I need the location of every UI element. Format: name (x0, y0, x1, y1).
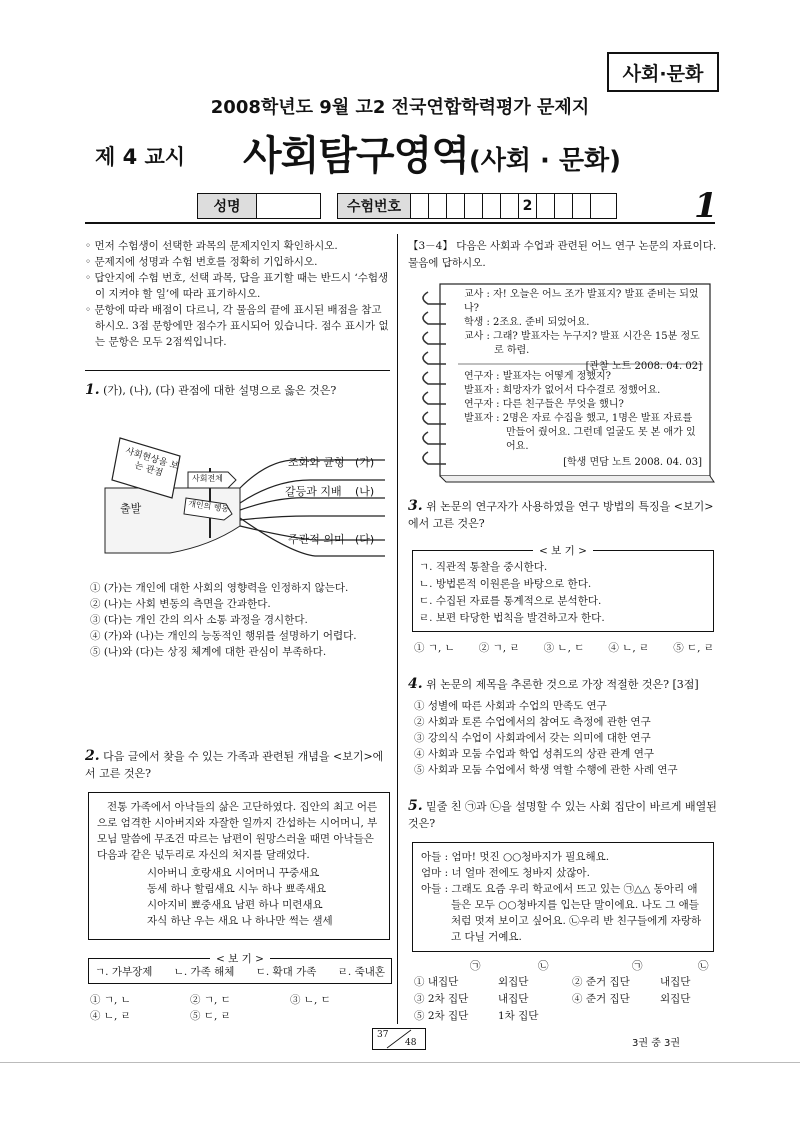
branch-b-tag: (나) (355, 485, 375, 498)
exam-number-label: 수험번호 (338, 194, 411, 218)
diagram-banner: 사회현상을 보는 관점 (123, 446, 180, 479)
question-number: 4. (408, 676, 423, 692)
question-number: 3. (408, 498, 423, 514)
footer-page-box (372, 1028, 426, 1050)
notice-item: ◦ 답안지에 수험 번호, 선택 과목, 답을 표기할 때는 반드시 ‘수험생이 지켜야 할 일’에 따라 표기하시오. (85, 272, 389, 300)
answer-option[interactable]: ② ㄱ, ㄹ (478, 642, 520, 654)
answer-option[interactable]: ③ ㄴ, ㄷ (290, 994, 331, 1006)
q3-bogi-box (412, 545, 714, 632)
answer-option[interactable]: ⑤ ㄷ, ㄹ (673, 642, 714, 654)
exam-number-cell[interactable] (591, 194, 608, 218)
question-1 (85, 382, 395, 399)
area-sub: (사회 · 문화) (468, 146, 622, 176)
branch-a-tag: (가) (355, 456, 375, 469)
bogi-item: ㄷ. 확대 가족 (255, 966, 317, 978)
answer-option[interactable]: ⑤ 사회과 모둠 수업에서 학생 역할 수행에 관한 사례 연구 (414, 764, 678, 776)
diagram-start: 출발 (120, 502, 142, 515)
dialog-line: 연구자 : 다른 친구들은 무엇을 했니? (464, 399, 624, 410)
answer-option[interactable]: ④ ㄴ, ㄹ (608, 642, 650, 654)
dialog-line: 발표자 : 2명은 자료 수집을 했고, 1명은 발표 자료를 만들어 줬어요. 그런데 얼굴도 못 본 애가 있어요. (464, 413, 696, 452)
q3-bogi-items (413, 551, 713, 627)
branch-b: 갈등과 지배 (285, 485, 342, 498)
exam-number-cell[interactable] (411, 194, 429, 218)
area-main: 사회탐구영역 (243, 133, 469, 179)
branch-c-tag: (다) (355, 533, 375, 546)
name-blank[interactable] (257, 194, 320, 218)
sign-individual: 개인의 행동 (187, 499, 230, 514)
answer-option[interactable]: ① ㄱ, ㄴ (90, 994, 131, 1006)
q1-options (90, 580, 395, 660)
question-text: 밑줄 친 ㉠과 ㉡을 설명할 수 있는 사회 집단이 바르게 배열된 것은? (408, 800, 717, 830)
q34-header: 【3－4】 다음은 사회과 수업과 관련된 어느 연구 논문의 자료이다. 물음에 답하시오. (408, 240, 717, 269)
verse-line: 동세 하나 할림새요 시누 하나 뾰족새요 (147, 883, 326, 895)
exam-number-digit: 2 (519, 194, 537, 218)
dialog-line: 교사 : 자! 오늘은 어느 조가 발표지? 발표 준비는 되었나? (464, 289, 699, 314)
note-source: [관찰 노트 2008. 04. 02] (585, 361, 702, 372)
sign-society: 사회전체 (192, 474, 223, 483)
answer-option[interactable]: ① (가)는 개인에 대한 사회의 영향력을 인정하지 않는다. (90, 582, 349, 594)
page-total: 48 (405, 1038, 417, 1048)
q2-options (90, 992, 390, 1024)
observation-note (464, 288, 702, 374)
answer-option[interactable]: ② ㄱ, ㄷ (190, 994, 231, 1006)
q4-options (414, 698, 719, 778)
bogi-item: ㄹ. 보편 타당한 법칙을 발견하고자 한다. (419, 612, 605, 624)
note-source: [학생 면담 노트 2008. 04. 03] (563, 457, 702, 468)
exam-number-cell[interactable] (483, 194, 501, 218)
branch-a: 조화와 균형 (288, 456, 345, 469)
col-a-header: ㉠ (470, 960, 481, 972)
verse-line: 자식 하난 우는 새요 나 하나만 썩는 샐세 (147, 915, 333, 927)
answer-option[interactable]: ③ 강의식 수업이 사회과에서 갖는 의미에 대한 연구 (414, 732, 651, 744)
col-a-header: ㉠ (632, 960, 643, 972)
notice-rule (85, 370, 390, 371)
bottom-rule (0, 1062, 800, 1063)
name-label: 성명 (198, 194, 257, 218)
page-current: 37 (377, 1030, 389, 1040)
q2-passage: 전통 가족에서 아낙들의 삶은 고단하였다. 집안의 최고 어른으로 엄격한 시아버지와 자잘한 일까지 간섭하는 시어머니, 부모님 말씀에 무조건 따르는 남편이 원망스러울 때면 아낙들은 다음과 같은 넋두리로 자신의 처지를 달래었다. (97, 801, 378, 861)
dialog-line: 아들 : 엄마! 멋진 ○○청바지가 필요해요. (421, 851, 610, 863)
answer-option[interactable]: ⑤ ㄷ, ㄹ (190, 1010, 231, 1022)
answer-option-b: 내집단 (660, 976, 691, 988)
question-4 (408, 676, 718, 693)
answer-option[interactable]: ④ (가)와 (나)는 개인의 능동적인 행위를 설명하기 어렵다. (90, 630, 357, 642)
answer-option-b: 외집단 (660, 993, 691, 1005)
notice-item: ◦ 문항에 따라 배점이 다르니, 각 물음의 끝에 표시된 배점을 참고하시오. 3점 문항에만 점수가 표시되어 있습니다. 점수 표시가 없는 문항은 모두 2점씩입니다. (85, 304, 389, 348)
exam-number-cell[interactable] (537, 194, 555, 218)
answer-option-b: 1차 집단 (498, 1010, 539, 1022)
q2-passage-box (88, 792, 390, 940)
answer-option[interactable]: ① 성별에 따른 사회과 수업의 만족도 연구 (414, 700, 607, 712)
answer-option-b: 외집단 (498, 976, 529, 988)
branch-c: 주관적 의미 (288, 533, 345, 546)
question-2 (85, 748, 393, 782)
answer-option[interactable]: ② (나)는 사회 변동의 측면을 간과한다. (90, 598, 271, 610)
verse-line: 시아지비 뾰중새요 남편 하나 미련새요 (147, 899, 323, 911)
bogi-title: < 보 기 > (210, 953, 270, 965)
q5-dialog-box (412, 842, 714, 952)
bogi-item: ㄴ. 가족 해체 (173, 966, 235, 978)
q2-verse (97, 865, 381, 929)
bogi-item: ㄷ. 수집된 자료를 통계적으로 분석한다. (419, 595, 602, 607)
period-label: 제 4 교시 (95, 145, 186, 169)
question-number: 2. (85, 748, 100, 764)
volume-label: 3권 중 3권 (632, 1038, 681, 1049)
col-b-header: ㉡ (698, 960, 709, 972)
q3-options (414, 640, 714, 656)
question-text: 다음 글에서 찾을 수 있는 가족과 관련된 개념을 <보기>에서 고른 것은? (85, 750, 384, 780)
bogi-item: ㄴ. 방법론적 이원론을 바탕으로 한다. (419, 578, 592, 590)
exam-title: 2008학년도 9월 고2 전국연합학력평가 문제지 (210, 97, 590, 118)
name-field[interactable] (197, 193, 321, 219)
subject-box: 사회·문화 (607, 52, 719, 92)
answer-option[interactable]: ④ 준거 집단 (572, 993, 630, 1005)
answer-option[interactable]: ④ ㄴ, ㄹ (90, 1010, 131, 1022)
notice-item: ◦ 문제지에 성명과 수험 번호를 정확히 기입하시오. (85, 256, 318, 268)
col-b-header: ㉡ (538, 960, 549, 972)
exam-number-cell[interactable] (573, 194, 591, 218)
dialog-line: 아들 : 그래도 요즘 우리 학교에서 뜨고 있는 ㉠△△ 동아리 애들은 모두 ○○청바지를 입는단 말이에요. 나도 그 애들처럼 멋져 보이고 싶어요. ㉡우리 반 친구들에게 자랑하고 다닐 거예요. (421, 883, 702, 943)
answer-option[interactable]: ② 준거 집단 (572, 976, 630, 988)
answer-option[interactable]: ③ ㄴ, ㄷ (543, 642, 585, 654)
q2-bogi-box (88, 953, 392, 984)
answer-option[interactable]: ④ 사회과 모둠 수업과 학업 성취도의 상관 관계 연구 (414, 748, 655, 760)
answer-option[interactable]: ③ (다)는 개인 간의 의사 소통 과정을 경시한다. (90, 614, 308, 626)
notice-item: ◦ 먼저 수험생이 선택한 과목의 문제지인지 확인하시오. (85, 240, 338, 252)
exam-number-cell[interactable] (465, 194, 483, 218)
question-text: (가), (나), (다) 관점에 대한 설명으로 옳은 것은? (103, 384, 337, 397)
header-rule (85, 222, 715, 224)
answer-option[interactable]: ① 내집단 (414, 976, 459, 988)
question-3 (408, 498, 718, 532)
notebook (418, 278, 718, 488)
exam-number-cell[interactable] (447, 194, 465, 218)
q1-diagram (100, 428, 385, 568)
answer-option[interactable]: ⑤ (나)와 (다)는 상징 체계에 대한 관심이 부족하다. (90, 646, 327, 658)
question-text: 위 논문의 제목을 추론한 것으로 가장 적절한 것은? [3점] (426, 678, 699, 691)
answer-option-b: 내집단 (498, 993, 529, 1005)
dialog-line: 엄마 : 너 얼마 전에도 청바지 샀잖아. (421, 867, 590, 879)
verse-line: 시아버니 호랑새요 시어머니 꾸중새요 (147, 867, 320, 879)
area-title (243, 124, 621, 181)
dialog-line: 발표자 : 희망자가 없어서 다수결로 정했어요. (464, 385, 661, 396)
road-diagram (100, 428, 385, 568)
dialog-line: 연구자 : 발표자는 어떻게 정했지? (464, 371, 612, 382)
exam-number-cell[interactable] (555, 194, 573, 218)
exam-number-field[interactable] (337, 193, 617, 219)
exam-number-cell[interactable] (429, 194, 447, 218)
dialog-line: 교사 : 그래? 발표자는 누구지? 발표 시간은 15분 정도로 하렴. (464, 331, 700, 356)
interview-note (464, 370, 702, 470)
bogi-item: ㄹ. 죽내혼 (337, 966, 385, 978)
question-text: 위 논문의 연구자가 사용하였을 연구 방법의 특징을 <보기>에서 고른 것은? (408, 500, 714, 530)
bogi-title: < 보 기 > (533, 545, 593, 557)
answer-option[interactable]: ③ 2차 집단 (414, 993, 469, 1005)
notice-list (85, 238, 390, 350)
bogi-item: ㄱ. 직관적 통찰을 중시한다. (419, 561, 548, 573)
question-number: 1. (85, 382, 100, 398)
bogi-item: ㄱ. 가부장제 (95, 966, 153, 978)
answer-option[interactable]: ⑤ 2차 집단 (414, 1010, 469, 1022)
question-number: 5. (408, 798, 423, 814)
page-number: 1 (694, 186, 718, 226)
dialog-line: 학생 : 2조요. 준비 되었어요. (464, 317, 590, 328)
answer-option[interactable]: ② 사회과 토론 수업에서의 참여도 측정에 관한 연구 (414, 716, 651, 728)
exam-number-cell[interactable] (501, 194, 519, 218)
column-divider (397, 234, 398, 1024)
question-5 (408, 798, 718, 832)
answer-option[interactable]: ① ㄱ, ㄴ (414, 642, 455, 654)
